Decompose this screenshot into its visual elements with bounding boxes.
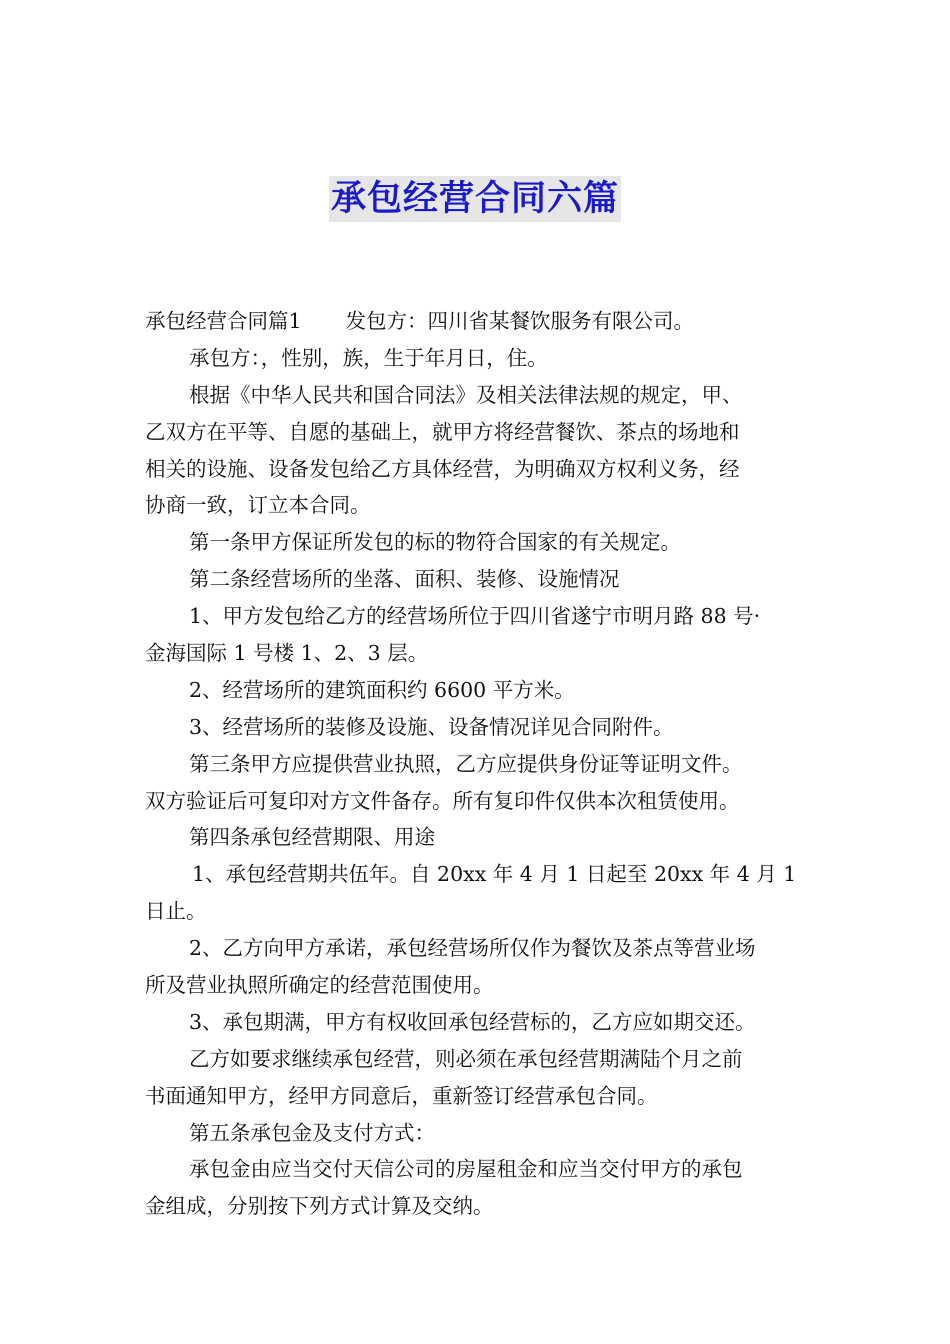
paragraph-line: 协商一致，订立本合同。 [145,493,371,518]
paragraph-line: 第一条甲方保证所发包的标的物符合国家的有关规定。 [189,530,681,555]
section-heading: 承包经营合同篇1 [145,309,302,333]
paragraph-line: 1、甲方发包给乙方的经营场所位于四川省遂宁市明月路 88 号· [189,604,761,629]
paragraph-line: 金海国际 1 号楼 1、2、3 层。 [145,641,429,666]
paragraph-line: 第二条经营场所的坐落、面积、装修、设施情况 [189,567,620,592]
paragraph-line: 金组成，分别按下列方式计算及交纳。 [145,1194,494,1219]
paragraph-line: 日止。 [145,899,207,924]
document-body [145,303,810,1225]
paragraph-line: 承包方：，性别，族，生于年月日，住。 [189,345,548,370]
title-wrap [0,176,950,222]
paragraph-line: 乙方如要求继续承包经营，则必须在承包经营期满陆个月之前 [189,1046,743,1071]
paragraph-line: 2、经营场所的建筑面积约 6600 平方米。 [189,677,575,702]
paragraph-line: 1、承包经营期共伍年。自 20xx 年 4 月 1 日起至 20xx 年 4 月 1 [192,862,797,887]
paragraph-line: 第四条承包经营期限、用途 [189,825,435,850]
paragraph-line: 所及营业执照所确定的经营范围使用。 [145,973,494,998]
paragraph-line: 3、承包期满，甲方有权收回承包经营标的，乙方应如期交还。 [189,1009,756,1034]
paragraph-line: 根据《中华人民共和国合同法》及相关法律法规的规定，甲、 [189,382,743,407]
paragraph-line: 2、乙方向甲方承诺，承包经营场所仅作为餐饮及茶点等营业场 [189,936,756,961]
paragraph-line [145,303,810,340]
paragraph-line: 3、经营场所的装修及设施、设备情况详见合同附件。 [189,714,674,739]
paragraph-line: 书面通知甲方，经甲方同意后，重新签订经营承包合同。 [145,1083,658,1108]
paragraph-line: 第三条甲方应提供营业执照，乙方应提供身份证等证明文件。 [189,751,743,776]
party-a-text: 发包方：四川省某餐饮服务有限公司。 [345,309,695,333]
paragraph-line: 相关的设施、设备发包给乙方具体经营，为明确双方权利义务，经 [145,456,740,481]
paragraph-line: 乙双方在平等、自愿的基础上，就甲方将经营餐饮、茶点的场地和 [145,419,740,444]
document-title: 承包经营合同六篇 [329,176,621,222]
paragraph-line: 第五条承包金及支付方式： [189,1120,435,1145]
paragraph-line: 双方验证后可复印对方文件备存。所有复印件仅供本次租赁使用。 [145,788,740,813]
paragraph-line: 承包金由应当交付天信公司的房屋租金和应当交付甲方的承包 [189,1157,743,1182]
